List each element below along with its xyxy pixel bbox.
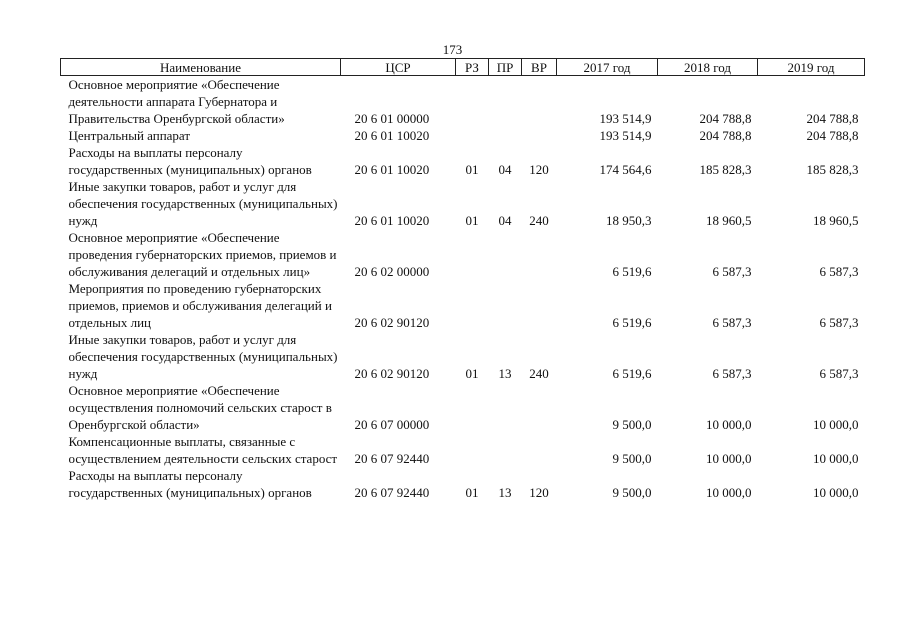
header-2019: 2019 год [758, 59, 865, 76]
row-2019: 204 788,8 [806, 111, 859, 126]
header-2018: 2018 год [658, 59, 758, 76]
table-header-row [61, 59, 865, 76]
row-2018: 10 000,0 [706, 485, 752, 500]
row-vr: 240 [529, 366, 549, 381]
row-csr: 20 6 07 92440 [354, 451, 430, 466]
budget-table [60, 58, 865, 501]
row-2018: 6 587,3 [712, 366, 752, 381]
row-csr: 20 6 02 90120 [354, 366, 430, 381]
row-name: Основное мероприятие «Обеспечение проведения губернаторских приемов, приемов и обслуживания делегаций и отдельных лиц» [68, 230, 337, 279]
row-2017: 18 950,3 [606, 213, 652, 228]
header-name: Наименование [61, 59, 341, 76]
header-rz: РЗ [456, 59, 489, 76]
header-2017: 2017 год [557, 59, 658, 76]
row-2018: 6 587,3 [712, 315, 752, 330]
row-vr [522, 433, 557, 467]
row-csr: 20 6 01 10020 [354, 162, 430, 177]
row-rz [456, 229, 489, 280]
header-pr: ПР [489, 59, 522, 76]
header-vr: ВР [522, 59, 557, 76]
row-2019: 204 788,8 [806, 128, 859, 143]
table-row [61, 280, 865, 331]
row-vr: 120 [529, 162, 549, 177]
row-vr [522, 280, 557, 331]
header-csr: ЦСР [341, 59, 456, 76]
table-row [61, 382, 865, 433]
table-row [61, 76, 865, 128]
row-csr: 20 6 07 00000 [354, 417, 430, 432]
row-name: Иные закупки товаров, работ и услуг для обеспечения государственных (муниципальных) нужд [68, 179, 338, 228]
row-2019: 18 960,5 [813, 213, 859, 228]
row-pr [489, 76, 522, 128]
row-pr: 13 [498, 485, 512, 500]
row-vr [522, 229, 557, 280]
row-rz [456, 76, 489, 128]
row-2017: 6 519,6 [612, 264, 652, 279]
row-2018: 204 788,8 [699, 128, 752, 143]
row-2018: 18 960,5 [706, 213, 752, 228]
row-name: Компенсационные выплаты, связанные с осуществлением деятельности сельских старост [68, 434, 338, 466]
row-vr: 240 [529, 213, 549, 228]
row-2018: 6 587,3 [712, 264, 752, 279]
row-2017: 174 564,6 [599, 162, 652, 177]
table-row [61, 178, 865, 229]
row-2018: 10 000,0 [706, 417, 752, 432]
row-2019: 10 000,0 [813, 417, 859, 432]
table-row [61, 467, 865, 501]
row-pr [489, 229, 522, 280]
row-vr [522, 382, 557, 433]
row-2017: 9 500,0 [612, 485, 652, 500]
row-csr: 20 6 02 00000 [354, 264, 430, 279]
row-pr: 04 [498, 213, 512, 228]
row-name: Основное мероприятие «Обеспечение деятельности аппарата Губернатора и Правительства Оренбургской области» [68, 77, 285, 126]
row-2019: 185 828,3 [806, 162, 859, 177]
row-2019: 6 587,3 [819, 315, 859, 330]
row-2018: 185 828,3 [699, 162, 752, 177]
row-name: Центральный аппарат [68, 128, 191, 143]
row-2018: 204 788,8 [699, 111, 752, 126]
row-vr [522, 127, 557, 144]
row-name: Основное мероприятие «Обеспечение осуществления полномочий сельских старост в Оренбургской области» [68, 383, 332, 432]
table-row [61, 127, 865, 144]
row-name: Расходы на выплаты персоналу государственных (муниципальных) органов [68, 145, 312, 177]
row-pr [489, 382, 522, 433]
row-rz [456, 127, 489, 144]
row-vr: 120 [529, 485, 549, 500]
row-pr [489, 433, 522, 467]
row-csr: 20 6 01 10020 [354, 213, 430, 228]
table-row [61, 144, 865, 178]
row-2017: 193 514,9 [599, 128, 652, 143]
row-pr: 04 [498, 162, 512, 177]
row-2017: 6 519,6 [612, 366, 652, 381]
row-pr: 13 [498, 366, 512, 381]
row-name: Иные закупки товаров, работ и услуг для обеспечения государственных (муниципальных) нужд [68, 332, 338, 381]
row-pr [489, 280, 522, 331]
table-row [61, 331, 865, 382]
row-2017: 9 500,0 [612, 417, 652, 432]
row-rz: 01 [465, 366, 479, 381]
row-csr: 20 6 01 00000 [354, 111, 430, 126]
row-rz: 01 [465, 213, 479, 228]
table-row [61, 433, 865, 467]
row-2019: 6 587,3 [819, 366, 859, 381]
row-rz: 01 [465, 485, 479, 500]
row-rz [456, 382, 489, 433]
row-2019: 6 587,3 [819, 264, 859, 279]
row-rz [456, 280, 489, 331]
row-csr: 20 6 01 10020 [354, 128, 430, 143]
row-csr: 20 6 07 92440 [354, 485, 430, 500]
row-2019: 10 000,0 [813, 451, 859, 466]
row-2019: 10 000,0 [813, 485, 859, 500]
row-pr [489, 127, 522, 144]
row-2017: 193 514,9 [599, 111, 652, 126]
row-2017: 9 500,0 [612, 451, 652, 466]
row-2018: 10 000,0 [706, 451, 752, 466]
row-rz [456, 433, 489, 467]
page-number: 173 [442, 42, 463, 57]
row-vr [522, 76, 557, 128]
table-row [61, 229, 865, 280]
row-csr: 20 6 02 90120 [354, 315, 430, 330]
row-rz: 01 [465, 162, 479, 177]
row-name: Мероприятия по проведению губернаторских приемов, приемов и обслуживания делегаций и отдельных лиц [68, 281, 332, 330]
row-name: Расходы на выплаты персоналу государственных (муниципальных) органов [68, 468, 312, 500]
row-2017: 6 519,6 [612, 315, 652, 330]
